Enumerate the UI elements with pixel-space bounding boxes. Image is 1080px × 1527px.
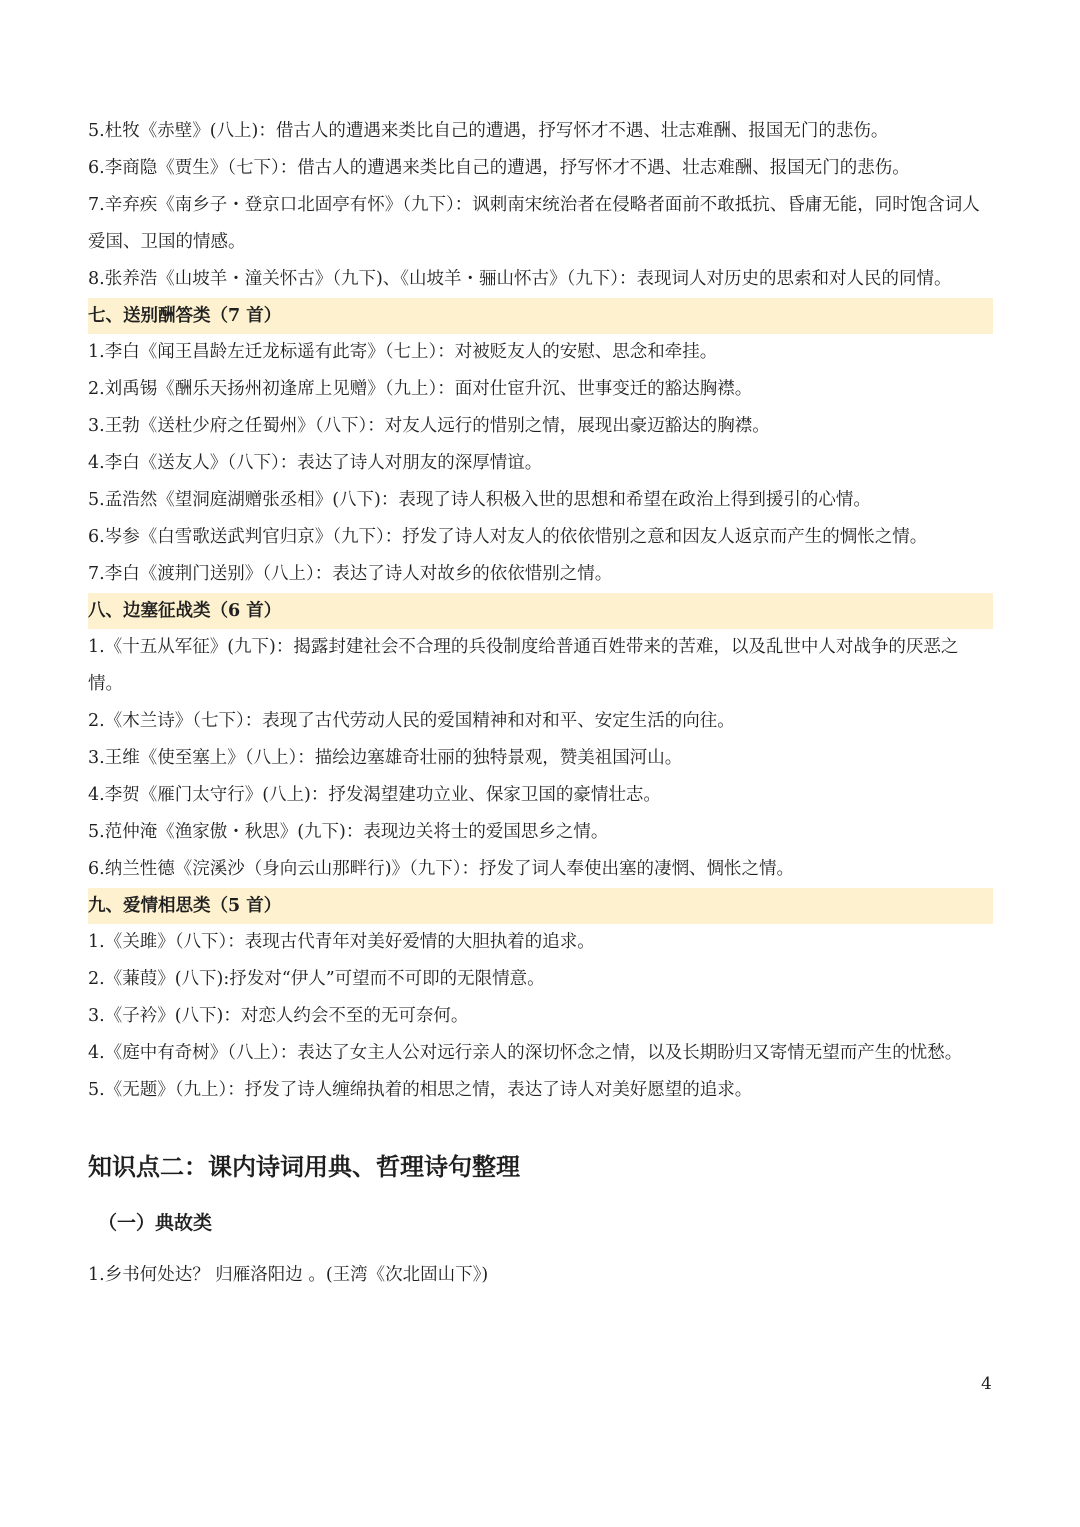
list-item: 7.李白《渡荆门送别》（八上）：表达了诗人对故乡的依依惜别之情。 <box>88 564 613 584</box>
text-line: 5.杜牧《赤壁》(八上)：借古人的遭遇来类比自己的遭遇，抒写怀才不遇、壮志难酬、报国无门的悲伤。 <box>88 121 889 141</box>
list-item: 1.乡书何处达？ 归雁洛阳边 。(王湾《次北固山下》) <box>88 1265 489 1285</box>
list-item: 5.《无题》（九上）：抒发了诗人缠绵执着的相思之情，表达了诗人对美好愿望的追求。 <box>88 1080 753 1100</box>
knowledge-point-heading: 知识点二：课内诗词用典、哲理诗句整理 <box>88 1153 520 1181</box>
list-item: 6.纳兰性德《浣溪沙（身向云山那畔行)》（九下）：抒发了词人奉使出塞的凄惘、惆怅之情。 <box>88 859 795 879</box>
section-header-farewell: 七、送别酬答类（7 首） <box>88 298 993 334</box>
allusion-subheading: （一）典故类 <box>98 1212 213 1234</box>
list-item: 4.李贺《雁门太守行》(八上)：抒发渴望建功立业、保家卫国的豪情壮志。 <box>88 785 661 805</box>
list-item: 3.王维《使至塞上》（八上）：描绘边塞雄奇壮丽的独特景观，赞美祖国河山。 <box>88 748 683 768</box>
section-header-frontier: 八、边塞征战类（6 首） <box>88 593 993 629</box>
page-number: 4 <box>981 1374 992 1394</box>
section-header-love: 九、爱情相思类（5 首） <box>88 888 993 924</box>
list-item: 5.范仲淹《渔家傲・秋思》(九下)：表现边关将士的爱国思乡之情。 <box>88 822 609 842</box>
list-item: 4.李白《送友人》（八下）：表达了诗人对朋友的深厚情谊。 <box>88 453 543 473</box>
list-item: 5.孟浩然《望洞庭湖赠张丞相》(八下)：表现了诗人积极入世的思想和希望在政治上得到援引的心情。 <box>88 490 871 510</box>
list-item: 1.《关雎》（八下）：表现古代青年对美好爱情的大胆执着的追求。 <box>88 932 595 952</box>
text-line: 6.李商隐《贾生》（七下）：借古人的遭遇来类比自己的遭遇，抒写怀才不遇、壮志难酬、报国无门的悲伤。 <box>88 158 910 178</box>
text-line: 7.辛弃疾《南乡子・登京口北固亭有怀》（九下）：讽刺南宋统治者在侵略者面前不敢抵抗、昏庸无能，同时饱含词人爱国、卫国的情感。 <box>88 195 980 252</box>
list-item: 6.岑参《白雪歌送武判官归京》（九下）：抒发了诗人对友人的依依惜别之意和因友人返京而产生的惆怅之情。 <box>88 527 928 547</box>
list-item: 1.《十五从军征》(九下)：揭露封建社会不合理的兵役制度给普通百姓带来的苦难，以及乱世中人对战争的厌恶之情。 <box>88 637 959 694</box>
list-item: 2.《木兰诗》（七下）：表现了古代劳动人民的爱国精神和对和平、安定生活的向往。 <box>88 711 735 731</box>
list-item: 4.《庭中有奇树》（八上）：表达了女主人公对远行亲人的深切怀念之情，以及长期盼归又寄情无望而产生的忧愁。 <box>88 1043 963 1063</box>
list-item: 3.王勃《送杜少府之任蜀州》（八下）：对友人远行的惜别之情，展现出豪迈豁达的胸襟。 <box>88 416 770 436</box>
text-line: 8.张养浩《山坡羊・潼关怀古》（九下)、《山坡羊・骊山怀古》（九下）：表现词人对历史的思索和对人民的同情。 <box>88 269 952 289</box>
page-content <box>88 113 993 1294</box>
list-item: 1.李白《闻王昌龄左迁龙标遥有此寄》（七上）：对被贬友人的安慰、思念和牵挂。 <box>88 342 718 362</box>
list-item: 3.《子衿》(八下)：对恋人约会不至的无可奈何。 <box>88 1006 469 1026</box>
list-item: 2.刘禹锡《酬乐天扬州初逢席上见赠》（九上）：面对仕宦升沉、世事变迁的豁达胸襟。 <box>88 379 753 399</box>
list-item: 2.《蒹葭》(八下):抒发对“伊人”可望而不可即的无限情意。 <box>88 969 545 989</box>
